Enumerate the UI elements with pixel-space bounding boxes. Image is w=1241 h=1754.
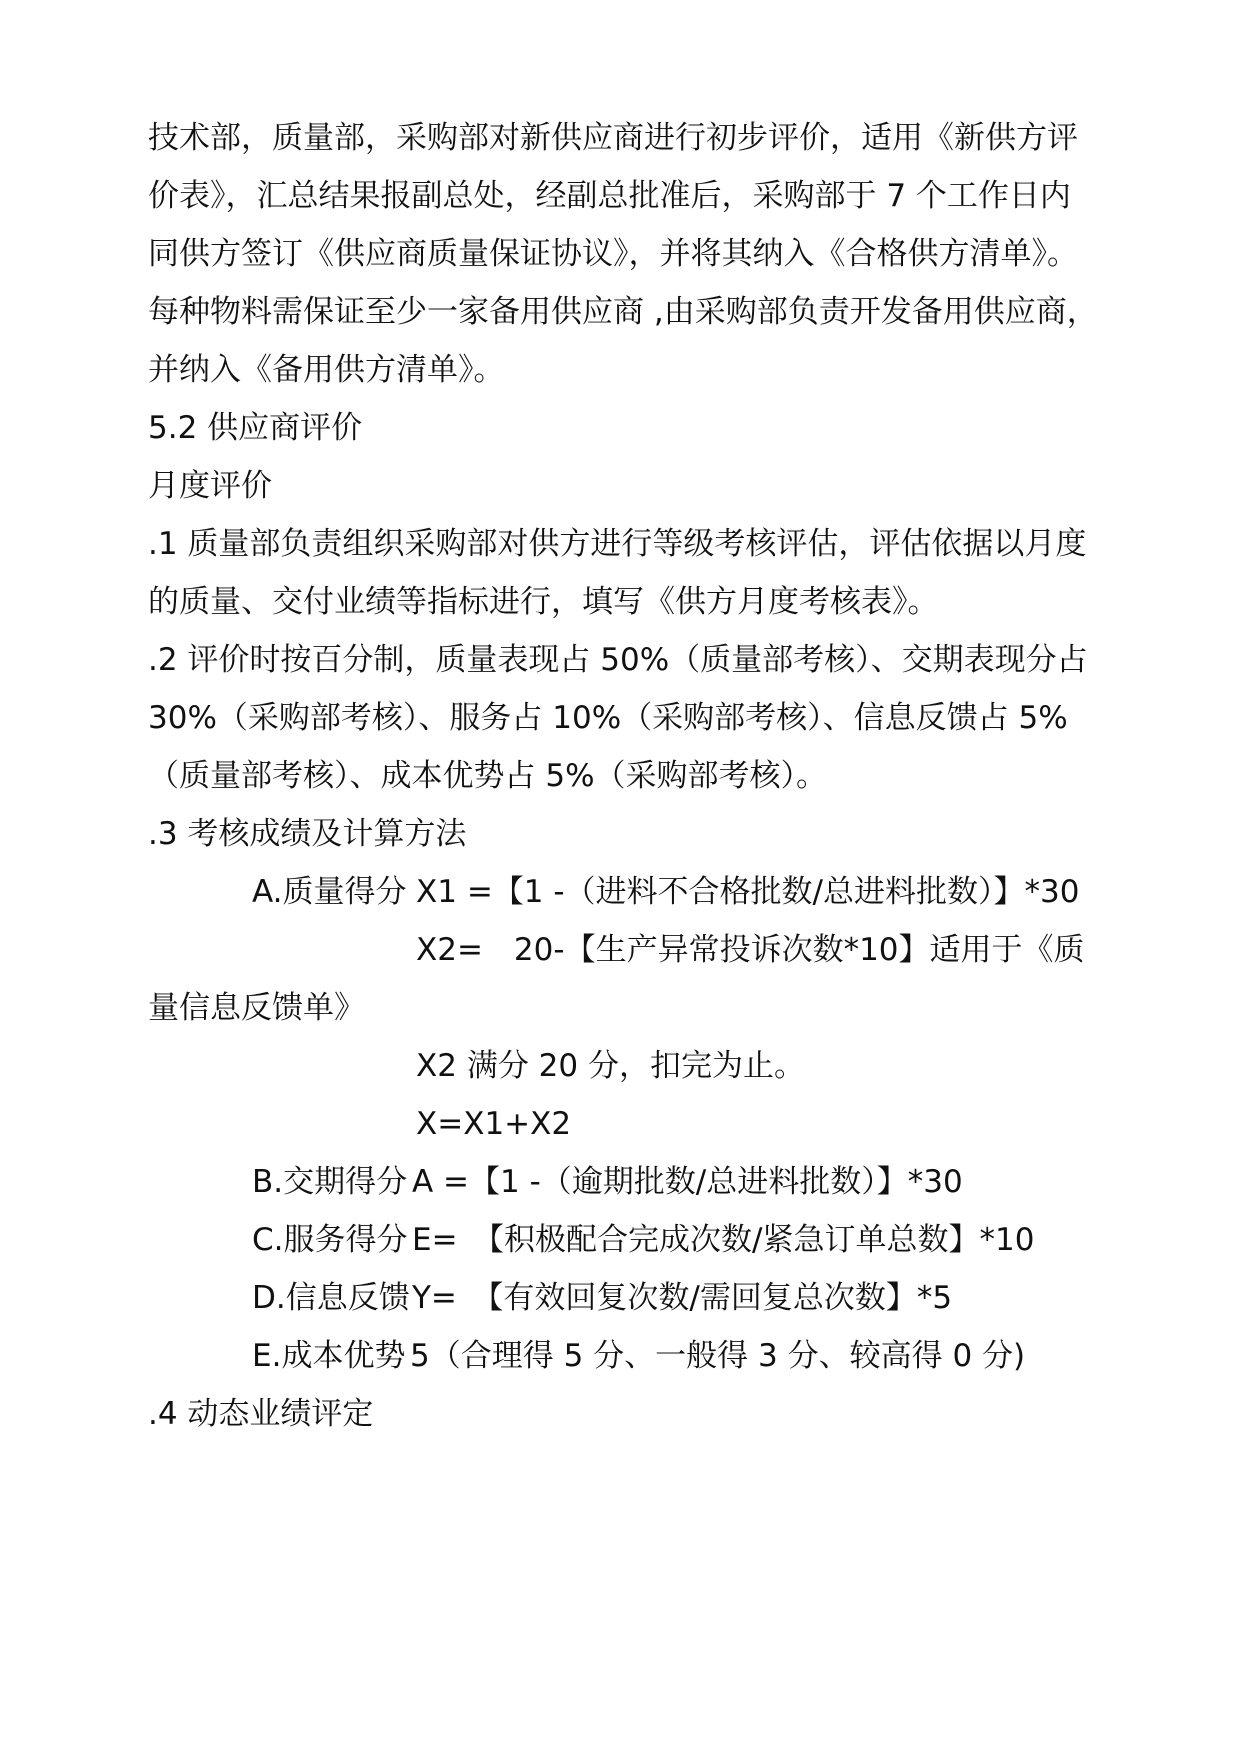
formula-label: B.交期得分 <box>252 1164 408 1200</box>
formula-text: X1 =【1 -（进料不合格批数/总进料批数）】*30 <box>416 874 1080 910</box>
formula-text: 5（合理得 5 分、一般得 3 分、较高得 0 分) <box>410 1338 1026 1374</box>
list-item-line: （质量部考核）、成本优势占 5%（采购部考核）。 <box>148 758 828 794</box>
formula-text: E= 【积极配合完成次数/紧急订单总数】*10 <box>412 1222 1035 1258</box>
formula-row-quality <box>252 872 1080 912</box>
list-item-line: 30%（采购部考核）、服务占 10%（采购部考核）、信息反馈占 5% <box>148 700 1068 736</box>
paragraph-line: 并纳入《备用供方清单》。 <box>148 352 505 388</box>
list-item-line: .2 评价时按百分制，质量表现占 50%（质量部考核）、交期表现分占 <box>148 642 1088 678</box>
formula-label: D.信息反馈 <box>252 1280 410 1316</box>
subsection-heading: 月度评价 <box>148 468 272 504</box>
paragraph-line: 价表》，汇总结果报副总处，经副总批准后，采购部于 7 个工作日内 <box>148 178 1071 214</box>
list-item-line: .1 质量部负责组织采购部对供方进行等级考核评估，评估依据以月度 <box>148 526 1087 562</box>
formula-note: X2 满分 20 分，扣完为止。 <box>416 1048 805 1084</box>
list-item-line: 的质量、交付业绩等指标进行，填写《供方月度考核表》。 <box>148 584 939 620</box>
section-heading: 5.2 供应商评价 <box>148 410 363 446</box>
formula-text: X2= 20-【生产异常投诉次数*10】适用于《质 <box>416 932 1085 968</box>
formula-text: Y= 【有效回复次数/需回复总次数】*5 <box>412 1280 953 1316</box>
paragraph-line: 每种物料需保证至少一家备用供应商 ,由采购部负责开发备用供应商， <box>148 294 1098 330</box>
formula-label: A.质量得分 <box>252 874 407 910</box>
formula-row-cost <box>252 1336 1072 1376</box>
formula-row-feedback <box>252 1278 1072 1318</box>
formula-text: X=X1+X2 <box>416 1106 572 1142</box>
formula-row-delivery <box>252 1162 1072 1202</box>
list-item-line: .3 考核成绩及计算方法 <box>148 816 467 852</box>
formula-label: C.服务得分 <box>252 1222 408 1258</box>
paragraph-line: 技术部，质量部，采购部对新供应商进行初步评价，适用《新供方评 <box>148 120 1078 156</box>
formula-text: 量信息反馈单》 <box>148 990 365 1026</box>
list-item-line: .4 动态业绩评定 <box>148 1396 374 1432</box>
formula-label: E.成本优势 <box>252 1338 406 1374</box>
formula-text: A =【1 -（逾期批数/总进料批数）】*30 <box>412 1164 963 1200</box>
formula-row-service <box>252 1220 1072 1260</box>
paragraph-line: 同供方签订《供应商质量保证协议》，并将其纳入《合格供方清单》。 <box>148 236 1078 272</box>
